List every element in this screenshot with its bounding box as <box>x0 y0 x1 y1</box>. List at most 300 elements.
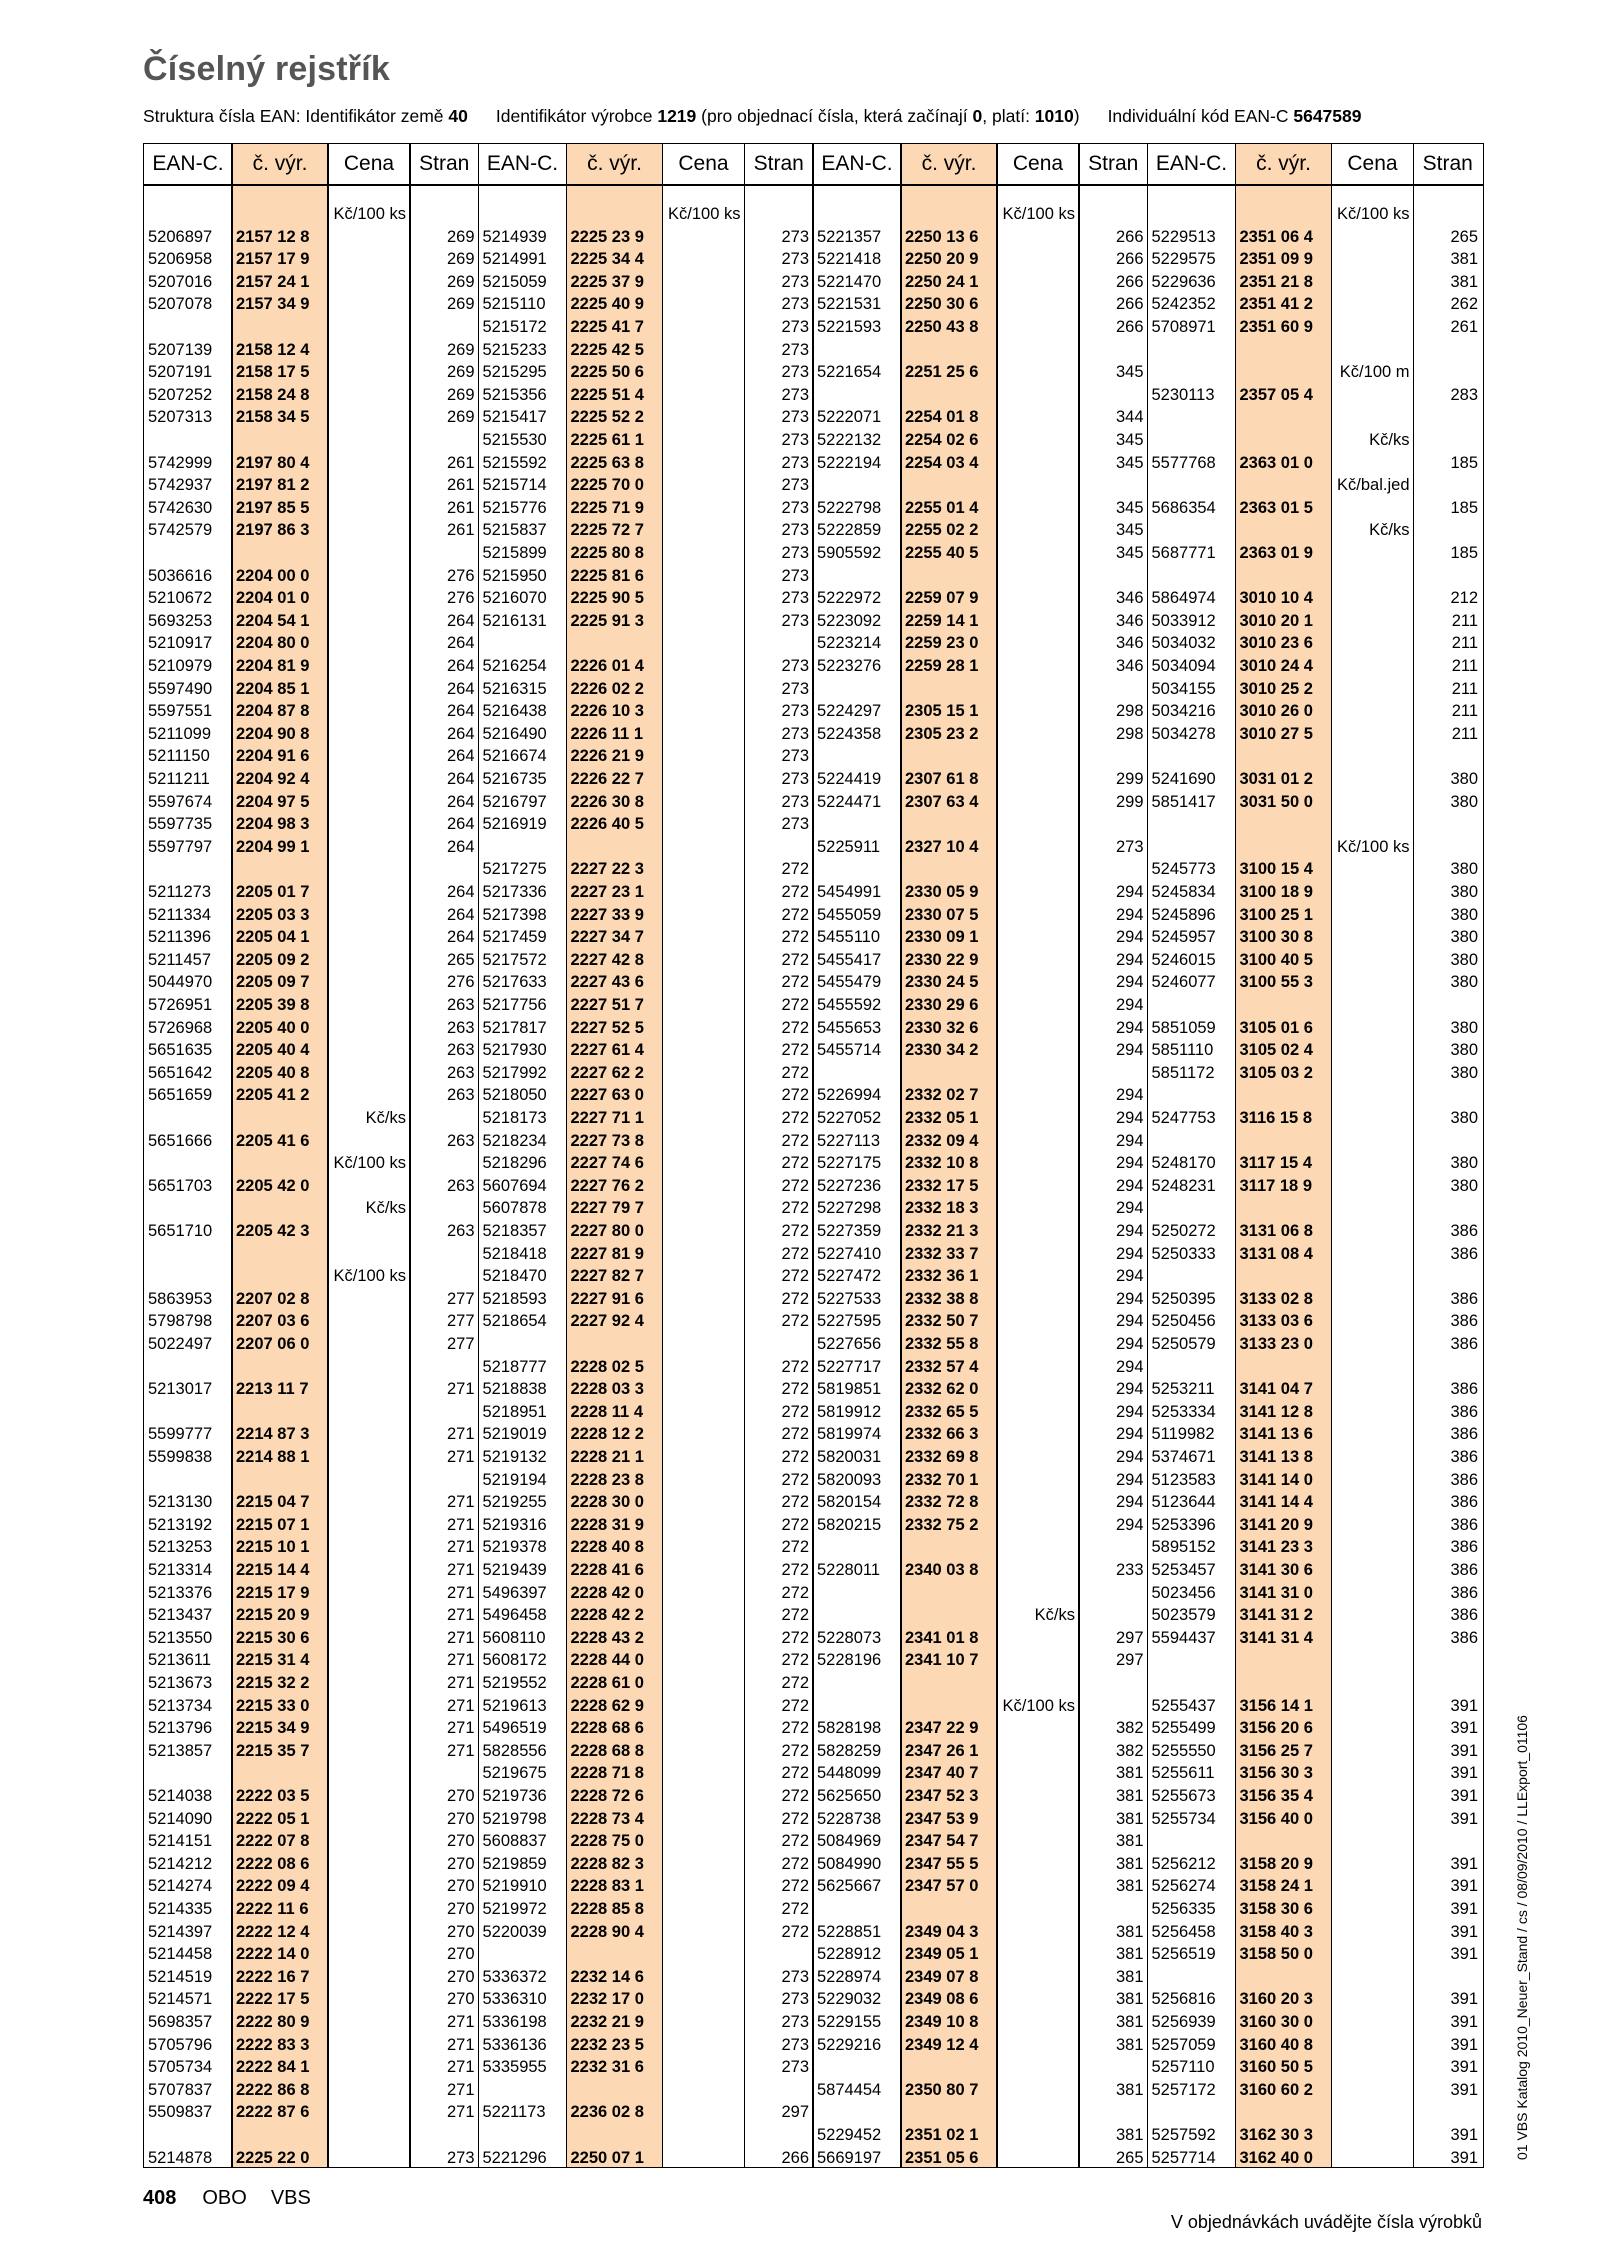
cell-ean: 5218593 <box>482 1289 547 1308</box>
cell-page: 386 <box>1450 1583 1478 1602</box>
cell-cv: 2222 86 8 <box>236 2080 310 2099</box>
cell-cv: 2157 17 9 <box>236 250 310 269</box>
cell-ean: 5210917 <box>148 634 213 653</box>
cell-cv: 2332 09 4 <box>905 1131 979 1150</box>
cell-ean: 5496519 <box>482 1719 547 1738</box>
cell-ean: 5211334 <box>148 905 212 924</box>
cell-page: 265 <box>1450 227 1478 246</box>
cell-cv: 2225 90 5 <box>570 589 644 608</box>
cell-cv: 2204 97 5 <box>236 792 310 811</box>
header-cv: č. výr. <box>252 152 308 175</box>
cell-cv: 3010 10 4 <box>1239 589 1313 608</box>
cell-ean: 5214397 <box>148 1922 213 1941</box>
cell-page: 273 <box>781 385 809 404</box>
cell-page: 294 <box>1115 1222 1144 1240</box>
cell-cv: 2214 88 1 <box>236 1448 310 1466</box>
cell-cv: 2222 83 3 <box>236 2035 310 2054</box>
cell-page: 266 <box>1115 250 1144 269</box>
cell-page: 381 <box>1115 1945 1144 1964</box>
cell-ean: 5336310 <box>482 1990 547 2009</box>
cell-cv: 2226 22 7 <box>570 770 644 788</box>
cell-page: 271 <box>446 1628 475 1647</box>
cell-page: 272 <box>781 1312 809 1331</box>
cell-page: 264 <box>446 679 475 698</box>
cell-cv: 2213 11 7 <box>236 1380 309 1399</box>
cell-page: 381 <box>1115 1877 1144 1896</box>
cell-ean: 5218418 <box>482 1244 547 1263</box>
cell-page: 211 <box>1451 702 1478 721</box>
cell-cv: 2207 06 0 <box>236 1335 310 1353</box>
cell-cv: 3156 30 3 <box>1239 1764 1313 1783</box>
cell-cv: 2332 05 1 <box>905 1109 979 1127</box>
cell-cv: 2204 00 0 <box>236 566 310 585</box>
cell-ean: 5256212 <box>1151 1854 1216 1873</box>
cell-ean: 5336136 <box>482 2035 547 2054</box>
cell-page: 294 <box>1115 1267 1144 1286</box>
cell-cv: 2351 41 2 <box>1239 295 1313 314</box>
cell-cv: 2341 10 7 <box>905 1651 979 1670</box>
cell-ean: 5227236 <box>817 1176 882 1195</box>
cell-page: 391 <box>1450 2013 1478 2031</box>
cell-page: 299 <box>1115 770 1144 788</box>
cell-cv: 2330 22 9 <box>905 950 979 969</box>
cell-page: 271 <box>446 1380 475 1399</box>
cell-ean: 5651642 <box>148 1063 213 1082</box>
page-footer <box>143 2187 311 2210</box>
cell-page: 264 <box>446 792 475 811</box>
cell-cv: 2341 01 8 <box>905 1628 979 1647</box>
cell-ean: 5213611 <box>148 1651 212 1670</box>
cell-ean: 5207016 <box>148 272 213 291</box>
cell-page: 272 <box>781 1222 809 1240</box>
cell-page: 386 <box>1450 1493 1478 1512</box>
cell-ean: 5599777 <box>148 1425 213 1444</box>
cell-ean: 5336198 <box>482 2013 547 2031</box>
cell-page: 294 <box>1115 973 1144 992</box>
cell-page: 272 <box>781 996 809 1014</box>
cell-page: 264 <box>446 928 475 947</box>
header-ean: EAN-C. <box>821 152 893 175</box>
cell-ean: 5248231 <box>1151 1176 1216 1195</box>
cell-page: 277 <box>446 1335 475 1353</box>
cell-cv: 2225 51 4 <box>570 385 644 404</box>
cell-ean: 5211099 <box>148 724 212 743</box>
cell-cv: 2204 87 8 <box>236 702 310 721</box>
cell-ean: 5023456 <box>1151 1583 1216 1602</box>
cell-cv: 2205 39 8 <box>236 996 310 1014</box>
cell-cv: 2228 44 0 <box>570 1651 644 1670</box>
cell-ean: 5213314 <box>148 1561 213 1579</box>
cell-ean: 5250272 <box>1151 1222 1216 1240</box>
cell-cv: 2207 03 6 <box>236 1312 310 1331</box>
cell-page: 294 <box>1115 1176 1144 1195</box>
cell-page: 277 <box>446 1289 475 1308</box>
cell-page: 270 <box>446 1854 475 1873</box>
cell-ean: 5214090 <box>148 1809 213 1828</box>
cell-cv: 2236 02 8 <box>570 2103 644 2122</box>
cell-page: 263 <box>446 1222 475 1240</box>
cell-page: 265 <box>1115 2148 1144 2167</box>
cell-cv: 2225 61 1 <box>570 431 644 449</box>
cell-ean: 5224419 <box>817 770 882 788</box>
cell-page: 273 <box>781 250 809 269</box>
header-page: Stran <box>1422 152 1473 175</box>
column-divider <box>1147 144 1149 2167</box>
cell-ean: 5228196 <box>817 1651 882 1670</box>
cell-cv: 2222 84 1 <box>236 2058 310 2077</box>
cell-cv: 2222 11 6 <box>236 1900 309 1918</box>
cell-page: 233 <box>1115 1561 1144 1579</box>
cell-page: 185 <box>1450 544 1478 562</box>
cell-cv: 3158 24 1 <box>1239 1877 1313 1896</box>
cell-page: 273 <box>781 724 809 743</box>
cell-ean: 5227113 <box>817 1131 881 1150</box>
cell-page: 276 <box>446 589 475 608</box>
cell-ean: 5221173 <box>482 2103 546 2122</box>
cell-cv: 2228 62 9 <box>570 1696 644 1715</box>
cell-page: 386 <box>1450 1515 1478 1534</box>
cell-ean: 5215714 <box>482 476 547 495</box>
cell-page: 391 <box>1450 1922 1478 1941</box>
cell-page: 271 <box>446 2103 475 2122</box>
cell-page: 272 <box>781 1832 809 1851</box>
cell-ean: 5820093 <box>817 1470 882 1489</box>
cell-page: 269 <box>446 363 475 382</box>
cell-page: 294 <box>1115 883 1144 901</box>
cell-page: 266 <box>781 2148 809 2167</box>
cell-page: 294 <box>1115 1402 1144 1421</box>
cell-cv: 2259 14 1 <box>905 611 979 630</box>
cell-page: 272 <box>781 1402 809 1421</box>
cell-ean: 5335955 <box>482 2058 547 2077</box>
cell-ean: 5819912 <box>817 1402 882 1421</box>
cell-page: 273 <box>781 815 809 834</box>
cell-cv: 2227 51 7 <box>570 996 644 1014</box>
cell-ean: 5213192 <box>148 1515 213 1534</box>
cell-cv: 2225 23 9 <box>570 227 644 246</box>
cell-cv: 2228 30 0 <box>570 1493 644 1512</box>
cell-cv: 2227 80 0 <box>570 1222 644 1240</box>
cell-page: 380 <box>1450 1041 1478 1060</box>
cell-cv: 2227 71 1 <box>570 1109 644 1127</box>
cell-cv: 3133 23 0 <box>1239 1335 1313 1353</box>
cell-cv: 3141 14 4 <box>1239 1493 1313 1512</box>
cell-page: 269 <box>446 272 475 291</box>
cell-cv: 2232 23 5 <box>570 2035 644 2054</box>
cell-cv: 3162 40 0 <box>1239 2148 1313 2167</box>
cell-page: 382 <box>1115 1741 1144 1760</box>
cell-ean: 5211457 <box>148 950 212 969</box>
cell-cv: 2332 57 4 <box>905 1357 979 1376</box>
cell-page: 294 <box>1115 1041 1144 1060</box>
cell-ean: 5210672 <box>148 589 213 608</box>
cell-ean: 5227052 <box>817 1109 882 1127</box>
cell-ean: 5229452 <box>817 2126 882 2144</box>
cell-ean: 5218951 <box>482 1402 547 1421</box>
cell-cv: 3156 14 1 <box>1239 1696 1313 1715</box>
cell-page: 272 <box>781 1470 809 1489</box>
cell-page: 294 <box>1115 928 1144 947</box>
cell-page: 271 <box>446 1515 475 1534</box>
subtitle-text-2: Identifikátor výrobce <box>495 106 658 126</box>
cell-ean: 5215059 <box>482 272 547 291</box>
cell-page: 270 <box>446 1877 475 1896</box>
cell-ean: 5597551 <box>148 702 213 721</box>
cell-ean: 5219736 <box>482 1787 547 1805</box>
cell-price: Kč/100 m <box>1339 363 1410 382</box>
cell-page: 294 <box>1115 1018 1144 1037</box>
cell-page: 386 <box>1450 1335 1478 1353</box>
cell-ean: 5256939 <box>1151 2013 1216 2031</box>
header-ean: EAN-C. <box>486 152 559 175</box>
cell-ean: 5214991 <box>482 250 547 269</box>
cell-ean: 5255734 <box>1151 1809 1216 1828</box>
cell-cv: 2227 62 2 <box>570 1063 644 1082</box>
cell-page: 386 <box>1450 1312 1478 1331</box>
cell-ean: 5625650 <box>817 1787 882 1805</box>
cell-page: 261 <box>446 521 475 540</box>
cell-ean: 5228011 <box>817 1561 881 1579</box>
cell-ean: 5256519 <box>1151 1945 1216 1964</box>
cell-cv: 2349 04 3 <box>905 1922 979 1941</box>
cell-cv: 2349 05 1 <box>905 1945 979 1964</box>
cell-cv: 2157 24 1 <box>236 272 310 291</box>
cell-ean: 5242352 <box>1151 295 1216 314</box>
cell-ean: 5217756 <box>482 996 547 1014</box>
cell-cv: 2254 03 4 <box>905 453 979 472</box>
cell-cv: 2363 01 0 <box>1239 453 1313 472</box>
cell-cv: 2225 52 2 <box>570 408 644 427</box>
cell-page: 264 <box>446 747 475 766</box>
header-price: Cena <box>343 152 395 175</box>
cell-cv: 2207 02 8 <box>236 1289 310 1308</box>
cell-ean: 5256274 <box>1151 1877 1216 1896</box>
cell-ean: 5033912 <box>1151 611 1216 630</box>
cell-ean: 5708971 <box>1151 318 1216 336</box>
country-code: 40 <box>448 106 468 126</box>
subtitle-text-1: Struktura čísla EAN: Identifikátor země <box>143 106 449 126</box>
cell-cv: 2204 54 1 <box>236 611 310 630</box>
cell-ean: 5214212 <box>148 1854 213 1873</box>
cell-page: 271 <box>446 1493 475 1512</box>
cell-ean: 5218470 <box>482 1267 547 1286</box>
cell-cv: 3010 26 0 <box>1239 702 1313 721</box>
cell-ean: 5230113 <box>1151 385 1215 404</box>
cell-ean: 5218296 <box>482 1154 547 1173</box>
cell-page: 272 <box>781 1809 809 1828</box>
cell-price: Kč/100 ks <box>1337 837 1410 856</box>
cell-ean: 5214335 <box>148 1900 213 1918</box>
cell-page: 273 <box>781 431 809 449</box>
prefix-code: 1010 <box>1034 106 1074 126</box>
cell-cv: 2350 80 7 <box>905 2080 979 2099</box>
column-divider <box>1078 144 1080 2167</box>
cell-cv: 2347 55 5 <box>905 1854 979 1873</box>
cell-ean: 5218654 <box>482 1312 547 1331</box>
brand-obo: OBO <box>202 2187 247 2209</box>
cell-page: 265 <box>446 950 475 969</box>
cell-ean: 5223276 <box>817 657 882 675</box>
cell-ean: 5217398 <box>482 905 547 924</box>
cell-page: 185 <box>1450 498 1478 517</box>
cell-ean: 5726951 <box>148 996 213 1014</box>
cell-page: 294 <box>1115 1244 1144 1263</box>
cell-ean: 5221593 <box>817 318 882 336</box>
cell-page: 272 <box>781 1063 809 1082</box>
cell-ean: 5207078 <box>148 295 213 314</box>
cell-ean: 5247753 <box>1151 1109 1216 1127</box>
cell-ean: 5219132 <box>482 1448 547 1466</box>
cell-page: 272 <box>781 1922 809 1941</box>
cell-cv: 2227 52 5 <box>570 1018 644 1037</box>
cell-cv: 2227 91 6 <box>570 1289 644 1308</box>
cell-page: 271 <box>446 1696 475 1715</box>
cell-page: 264 <box>446 702 475 721</box>
cell-ean: 5227717 <box>817 1357 882 1376</box>
subtitle-text-3: (pro objednací čísla, která začínají <box>696 106 973 126</box>
cell-cv: 2225 34 4 <box>570 250 644 269</box>
cell-page: 211 <box>1451 724 1478 743</box>
cell-cv: 2332 62 0 <box>905 1380 979 1399</box>
cell-cv: 2215 20 9 <box>236 1606 310 1625</box>
cell-ean: 5213017 <box>148 1380 213 1399</box>
cell-ean: 5246077 <box>1151 973 1216 992</box>
cell-page: 272 <box>781 1561 809 1579</box>
cell-ean: 5206897 <box>148 227 213 246</box>
cell-cv: 2232 14 6 <box>570 1967 644 1986</box>
cell-cv: 2307 63 4 <box>905 792 979 811</box>
cell-price: Kč/100 ks <box>668 205 741 223</box>
cell-ean: 5227359 <box>817 1222 882 1240</box>
cell-ean: 5250579 <box>1151 1335 1216 1353</box>
cell-cv: 3105 01 6 <box>1239 1018 1313 1037</box>
cell-page: 269 <box>446 385 475 404</box>
cell-page: 272 <box>781 1674 809 1692</box>
cell-cv: 3141 20 9 <box>1239 1515 1313 1534</box>
cell-page: 273 <box>781 747 809 766</box>
cell-page: 272 <box>781 973 809 992</box>
cell-ean: 5726968 <box>148 1018 213 1037</box>
cell-cv: 3141 23 3 <box>1239 1538 1313 1557</box>
cell-ean: 5218838 <box>482 1380 547 1399</box>
cell-price: Kč/100 ks <box>1002 1696 1075 1715</box>
cell-page: 271 <box>446 1583 475 1602</box>
cell-price: Kč/ks <box>365 1199 406 1218</box>
cell-page: 294 <box>1115 1425 1144 1444</box>
cell-page: 263 <box>446 1131 475 1150</box>
cell-cv: 2197 80 4 <box>236 453 310 472</box>
cell-cv: 2255 02 2 <box>905 521 979 540</box>
cell-page: 380 <box>1450 770 1478 788</box>
cell-page: 272 <box>781 1199 809 1218</box>
cell-cv: 2225 42 5 <box>570 340 644 359</box>
cell-page: 272 <box>781 1041 809 1060</box>
cell-cv: 2226 01 4 <box>570 657 644 675</box>
cell-cv: 2227 23 1 <box>570 883 644 901</box>
cell-page: 270 <box>446 1945 475 1964</box>
cell-page: 273 <box>781 340 809 359</box>
cell-ean: 5034094 <box>1151 657 1216 675</box>
cell-ean: 5819974 <box>817 1425 882 1444</box>
cell-cv: 3141 14 0 <box>1239 1470 1313 1489</box>
column-divider <box>662 144 664 2167</box>
cell-ean: 5454991 <box>817 883 882 901</box>
side-export-note: 01 VBS Katalog 2010_Neuer_Stand / cs / 08/09/2010 / LLExport_01106 <box>1514 1715 1530 2160</box>
cell-cv: 2228 42 0 <box>570 1583 644 1602</box>
cell-page: 262 <box>1450 295 1478 314</box>
cell-page: 294 <box>1115 996 1144 1014</box>
cell-cv: 2222 14 0 <box>236 1945 310 1964</box>
cell-page: 273 <box>781 544 809 562</box>
cell-page: 273 <box>781 770 809 788</box>
cell-ean: 5455653 <box>817 1018 882 1037</box>
cell-page: 386 <box>1450 1380 1478 1399</box>
cell-ean: 5651710 <box>148 1222 213 1240</box>
cell-ean: 5221654 <box>817 363 882 382</box>
cell-page: 261 <box>446 498 475 517</box>
cell-page: 294 <box>1115 1515 1144 1534</box>
cell-page: 273 <box>781 476 809 495</box>
cell-page: 273 <box>781 589 809 608</box>
cell-page: 273 <box>781 679 809 698</box>
cell-cv: 2330 24 5 <box>905 973 979 992</box>
cell-cv: 2222 09 4 <box>236 1877 310 1896</box>
cell-ean: 5248170 <box>1151 1154 1216 1173</box>
cell-ean: 5229032 <box>817 1990 882 2009</box>
cell-ean: 5219019 <box>482 1425 547 1444</box>
cell-cv: 3100 15 4 <box>1239 860 1313 879</box>
cell-cv: 2347 53 9 <box>905 1809 979 1828</box>
header-price: Cena <box>1012 152 1064 175</box>
cell-cv: 3100 18 9 <box>1239 883 1313 901</box>
cell-ean: 5211273 <box>148 883 212 901</box>
cell-cv: 2251 25 6 <box>905 363 979 382</box>
cell-ean: 5224297 <box>817 702 882 721</box>
cell-cv: 3100 55 3 <box>1239 973 1313 992</box>
cell-ean: 5742630 <box>148 498 213 517</box>
cell-cv: 3141 31 4 <box>1239 1628 1313 1647</box>
column-divider <box>231 144 233 2167</box>
cell-page: 273 <box>781 566 809 585</box>
cell-cv: 2351 06 4 <box>1239 227 1313 246</box>
cell-cv: 2228 40 8 <box>570 1538 644 1557</box>
cell-cv: 2225 41 7 <box>570 318 644 336</box>
column-divider <box>1235 144 1237 2167</box>
cell-ean: 5257059 <box>1151 2035 1216 2054</box>
cell-page: 294 <box>1115 905 1144 924</box>
cell-cv: 2347 57 0 <box>905 1877 979 1896</box>
cell-cv: 2228 31 9 <box>570 1515 644 1534</box>
cell-ean: 5216254 <box>482 657 547 675</box>
cell-page: 271 <box>446 1538 475 1557</box>
cell-cv: 2158 34 5 <box>236 408 310 427</box>
cell-ean: 5217459 <box>482 928 547 947</box>
cell-page: 261 <box>446 476 475 495</box>
header-cv: č. výr. <box>587 152 642 175</box>
cell-page: 272 <box>781 1696 809 1715</box>
cell-cv: 3100 30 8 <box>1239 928 1313 947</box>
cell-ean: 5222798 <box>817 498 882 517</box>
cell-ean: 5219255 <box>482 1493 547 1512</box>
cell-ean: 5225911 <box>817 837 881 856</box>
cell-ean: 5211396 <box>148 928 212 947</box>
cell-price: Kč/100 ks <box>1337 205 1410 223</box>
cell-ean: 5219439 <box>482 1561 547 1579</box>
cell-ean: 5742999 <box>148 453 213 472</box>
cell-ean: 5217930 <box>482 1041 547 1060</box>
cell-page: 294 <box>1115 1199 1144 1218</box>
maker-code: 1219 <box>657 106 697 126</box>
